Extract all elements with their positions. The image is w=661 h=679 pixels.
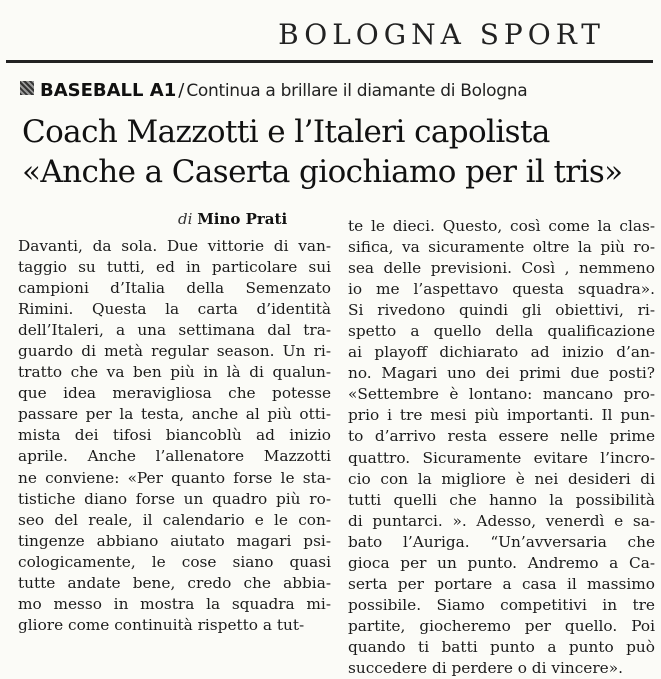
article-line: serta per portare a casa il massimo bbox=[348, 574, 655, 593]
article-line: no. Magari uno dei primi due posti? bbox=[348, 364, 655, 383]
article-line: io me l’aspettavo questa squadra». bbox=[348, 280, 655, 299]
article-line: dell’Italeri, a una settimana dal tra- bbox=[18, 321, 331, 340]
article-line: spetto a quello della qualificazione bbox=[348, 322, 655, 341]
article-line: aprile. Anche l’allenatore Mazzotti bbox=[18, 447, 331, 466]
kicker-separator: / bbox=[178, 80, 185, 101]
byline bbox=[178, 210, 287, 228]
byline-prefix: di bbox=[178, 210, 193, 228]
masthead-title: BOLOGNA SPORT bbox=[278, 18, 605, 51]
article-line: mista dei tifosi biancoblù ad inizio bbox=[18, 426, 331, 445]
article-line: passare per la testa, anche al più otti- bbox=[18, 405, 331, 424]
article-line: quattro. Sicuramente evitare l’incro- bbox=[348, 448, 655, 467]
article-line: cologicamente, le cose siano quasi bbox=[18, 552, 331, 571]
article-column-left bbox=[18, 236, 331, 636]
headline-line: «Anche a Caserta giochiamo per il tris» bbox=[22, 154, 623, 190]
article-line: gliore come continuità rispetto a tut- bbox=[18, 615, 305, 634]
article-line: gioca per un punto. Andremo a Ca- bbox=[348, 553, 655, 572]
article-line: tratto che va ben più in là di qualun- bbox=[18, 363, 331, 382]
article-line: sifica, va sicuramente oltre la più ro- bbox=[348, 238, 655, 257]
article-line: di puntarci. ». Adesso, venerdì e sa- bbox=[348, 511, 655, 530]
article-line: cio con la migliore è nei desideri di bbox=[348, 469, 655, 488]
article-line: tutte andate bene, credo che abbia- bbox=[18, 573, 331, 592]
article-line: to d’arrivo resta essere nelle prime bbox=[348, 427, 655, 446]
article-line: campioni d’Italia della Semenzato bbox=[18, 279, 331, 298]
article-line: te le dieci. Questo, così come la clas- bbox=[348, 217, 655, 235]
article-line: possibile. Siamo competitivi in tre bbox=[348, 595, 655, 614]
article-line: ai playoff dichiarato ad inizio d’an- bbox=[348, 343, 655, 362]
headline bbox=[22, 112, 642, 192]
article-line: tistiche diano forse un quadro più ro- bbox=[18, 489, 331, 508]
section-marker-icon bbox=[20, 81, 34, 95]
article-line: tutti quelli che hanno la possibilità bbox=[348, 490, 655, 509]
kicker bbox=[20, 80, 653, 106]
kicker-section: BASEBALL A1 bbox=[40, 80, 177, 101]
article-line: tingenze abbiano aiutato magari psi- bbox=[18, 531, 331, 550]
article-line: seo del reale, il calendario e le con- bbox=[18, 510, 331, 529]
article-line: sea delle previsioni. Così , nemmeno bbox=[348, 259, 655, 278]
article-line: guardo di metà regular season. Un ri- bbox=[18, 342, 331, 361]
article-line: «Settembre è lontano: mancano pro- bbox=[348, 385, 655, 404]
article-line: bato l’Auriga. “Un’avversaria che bbox=[348, 532, 655, 551]
article-line: ne conviene: «Per quanto forse le sta- bbox=[18, 468, 331, 487]
article-line: Si rivedono quindi gli obiettivi, ri- bbox=[348, 301, 655, 320]
article-column-right bbox=[348, 216, 655, 679]
article-line: succedere di perdere o di vincere». bbox=[348, 658, 623, 677]
byline-author: Mino Prati bbox=[197, 210, 288, 228]
kicker-text: Continua a brillare il diamante di Bologna bbox=[186, 81, 528, 101]
masthead-rule bbox=[6, 60, 653, 63]
masthead bbox=[0, 14, 661, 60]
article-line: mo messo in mostra la squadra mi- bbox=[18, 594, 331, 613]
article-line: quando ti batti punto a punto può bbox=[348, 637, 655, 656]
article-line: Rimini. Questa la carta d’identità bbox=[18, 300, 331, 319]
article-line: partite, giocheremo per quello. Poi bbox=[348, 616, 655, 635]
article-line: Davanti, da sola. Due vittorie di van- bbox=[18, 237, 331, 255]
article-line: taggio su tutti, ed in particolare sui bbox=[18, 258, 331, 277]
article-line: que idea meravigliosa che potesse bbox=[18, 384, 331, 403]
article-line: prio i tre mesi più importanti. Il pun- bbox=[348, 406, 655, 425]
headline-line: Coach Mazzotti e l’Italeri capolista bbox=[22, 114, 550, 150]
